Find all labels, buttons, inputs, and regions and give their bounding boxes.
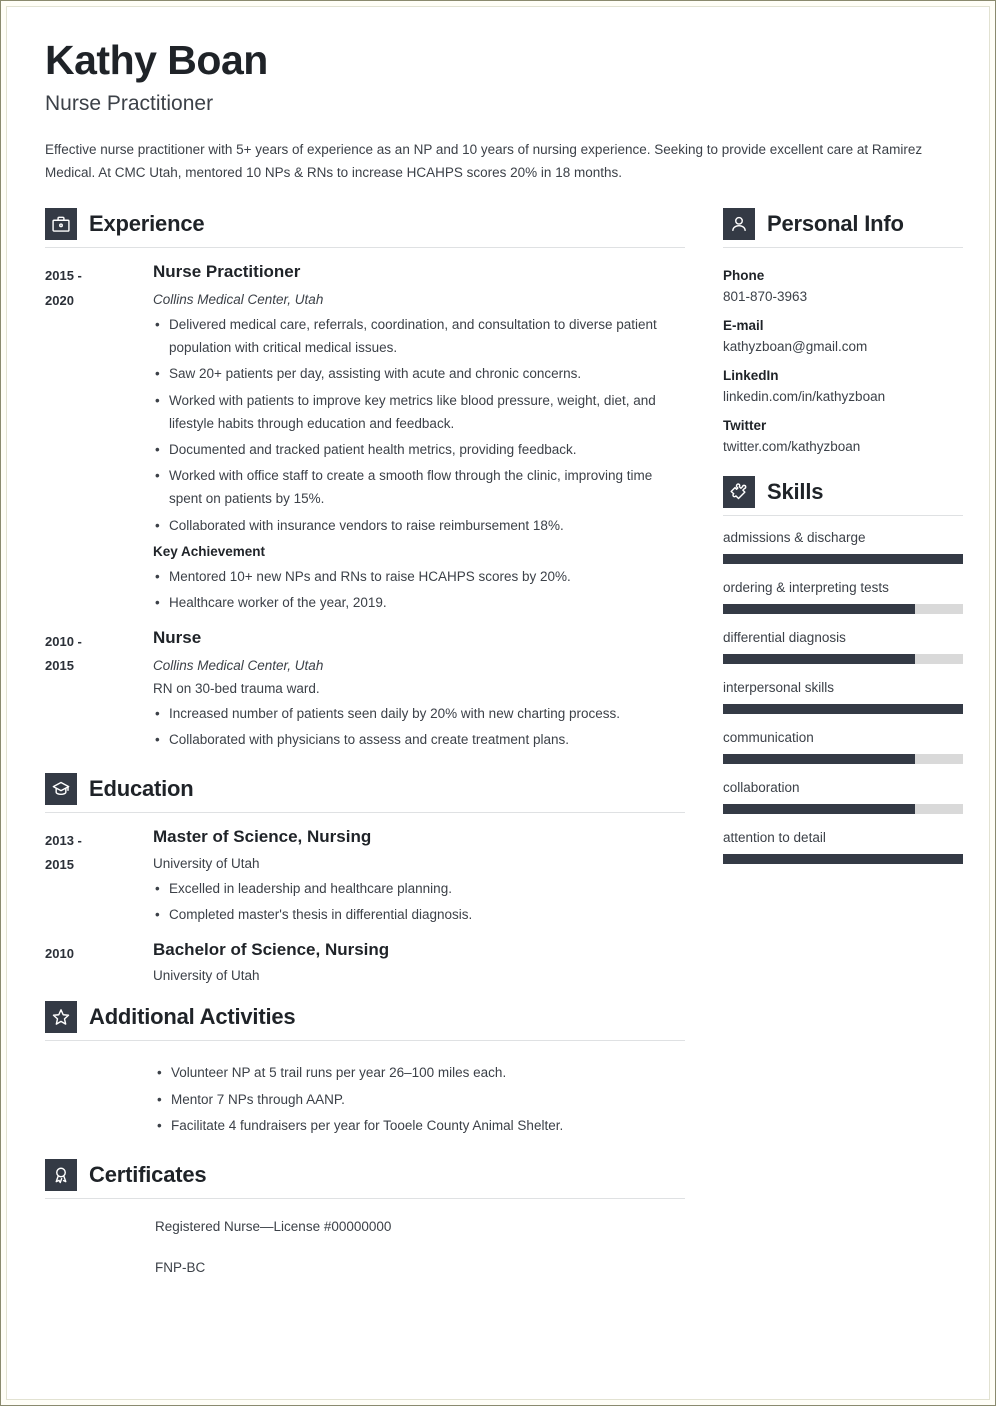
skill-bar-track xyxy=(723,804,963,814)
certificate-item: Registered Nurse—License #00000000 xyxy=(155,1218,392,1234)
field-label: Phone xyxy=(723,268,765,284)
entry-date-line1: 2013 - xyxy=(45,833,82,849)
entry-title: Master of Science, Nursing xyxy=(153,827,372,847)
section-body-additional-activities xyxy=(45,1041,685,1137)
section-education xyxy=(45,773,685,983)
section-title-experience: Experience xyxy=(89,211,205,237)
education-entry xyxy=(45,940,685,983)
skill-bar-track xyxy=(723,654,963,664)
skill-bar-track xyxy=(723,754,963,764)
personal-info-field xyxy=(723,368,963,404)
section-body-experience xyxy=(45,248,685,751)
entry-title: Nurse xyxy=(153,628,202,648)
skill-item xyxy=(723,730,963,764)
entry-date-line1: 2010 xyxy=(45,945,74,961)
skill-item xyxy=(723,680,963,714)
section-personal-info xyxy=(723,208,963,454)
entry-main xyxy=(153,262,685,614)
skill-bar-track xyxy=(723,704,963,714)
section-skills xyxy=(723,476,963,864)
bullet-item: • Healthcare worker of the year, 2019. xyxy=(153,591,685,614)
key-achievement-label: Key Achievement xyxy=(153,543,266,559)
puzzle-piece-icon xyxy=(723,476,755,508)
entry-date-line2: 2020 xyxy=(45,292,74,308)
skill-label: communication xyxy=(723,730,814,746)
field-value-email[interactable]: kathyzboan@gmail.com xyxy=(723,339,868,355)
bullet-item: • Facilitate 4 fundraisers per year for Tooele County Animal Shelter. xyxy=(155,1114,685,1137)
section-certificates xyxy=(45,1159,685,1279)
bullet-item: • Collaborated with physicians to assess and create treatment plans. xyxy=(153,728,685,751)
resume-page xyxy=(6,6,990,1400)
entry-date xyxy=(45,262,153,614)
field-label: Twitter xyxy=(723,418,767,434)
section-header-additional-activities xyxy=(45,1001,685,1041)
entry-date xyxy=(45,940,153,983)
professional-summary: Effective nurse practitioner with 5+ years of experience as an NP and 10 years of nursing experience. Seeking to provide excellent care at Ramirez Medical. At CMC Utah, mentored 10 NPs & RNs to increase HCAHPS scores 20% in 18 months. xyxy=(45,142,923,181)
section-body-personal-info xyxy=(723,248,963,454)
skill-label: admissions & discharge xyxy=(723,530,866,546)
section-body-education xyxy=(45,813,685,983)
skill-bar-fill xyxy=(723,554,963,564)
section-header-certificates xyxy=(45,1159,685,1199)
star-icon xyxy=(45,1001,77,1033)
skill-bar-fill xyxy=(723,854,963,864)
candidate-job-title: Nurse Practitioner xyxy=(45,92,214,116)
resume-header xyxy=(45,39,951,184)
skill-bar-track xyxy=(723,604,963,614)
entry-subtitle: Collins Medical Center, Utah xyxy=(153,291,324,307)
section-header-skills xyxy=(723,476,963,516)
section-title-additional-activities: Additional Activities xyxy=(89,1004,296,1030)
bullet-item: • Completed master's thesis in differential diagnosis. xyxy=(153,903,685,926)
entry-bullets xyxy=(153,877,685,926)
skill-item xyxy=(723,830,963,864)
entry-date xyxy=(45,628,153,751)
entry-bullets xyxy=(153,313,685,537)
bullet-item: • Collaborated with insurance vendors to raise reimbursement 18%. xyxy=(153,514,685,537)
certificate-item: FNP-BC xyxy=(155,1260,206,1276)
field-label: E-mail xyxy=(723,318,764,334)
entry-date-line1: 2015 - xyxy=(45,268,82,284)
skill-item xyxy=(723,530,963,564)
field-value-linkedin[interactable]: linkedin.com/in/kathyzboan xyxy=(723,389,886,405)
entry-subtitle: Collins Medical Center, Utah xyxy=(153,657,324,673)
entry-title: Nurse Practitioner xyxy=(153,262,301,282)
left-column xyxy=(45,208,685,1297)
skill-bar-fill xyxy=(723,604,915,614)
skill-item xyxy=(723,580,963,614)
field-value-phone[interactable]: 801-870-3963 xyxy=(723,289,808,305)
bullet-item: • Mentored 10+ new NPs and RNs to raise HCAHPS scores by 20%. xyxy=(153,565,685,588)
bullet-item: • Worked with patients to improve key metrics like blood pressure, weight, diet, and lifestyle habits through education and feedback. xyxy=(153,389,685,435)
entry-main xyxy=(153,940,685,983)
skill-bar-fill xyxy=(723,804,915,814)
field-value-twitter[interactable]: twitter.com/kathyzboan xyxy=(723,439,861,455)
bullet-item: • Documented and tracked patient health metrics, providing feedback. xyxy=(153,438,685,461)
entry-date-line2: 2015 xyxy=(45,658,74,674)
bullet-item: • Excelled in leadership and healthcare planning. xyxy=(153,877,685,900)
skill-label: ordering & interpreting tests xyxy=(723,580,889,596)
entry-main xyxy=(153,827,685,926)
education-entry xyxy=(45,827,685,926)
right-column xyxy=(723,208,963,880)
skill-bar-fill xyxy=(723,654,915,664)
bullet-item: • Volunteer NP at 5 trail runs per year 26–100 miles each. xyxy=(155,1061,685,1084)
entry-note: RN on 30-bed trauma ward. xyxy=(153,680,320,696)
activities-bullets xyxy=(45,1061,685,1137)
section-body-certificates xyxy=(45,1199,685,1279)
entry-date-line1: 2010 - xyxy=(45,634,82,650)
section-title-personal-info: Personal Info xyxy=(767,211,904,237)
skill-bar-fill xyxy=(723,704,963,714)
skill-bar-fill xyxy=(723,754,915,764)
personal-info-field xyxy=(723,418,963,454)
bullet-item: • Worked with office staff to create a smooth flow through the clinic, improving time spent on patients by 15%. xyxy=(153,464,685,510)
resume-body xyxy=(45,208,951,1297)
entry-bullets xyxy=(153,702,685,751)
skill-bar-track xyxy=(723,854,963,864)
bullet-item: • Saw 20+ patients per day, assisting with acute and chronic concerns. xyxy=(153,362,685,385)
section-body-skills xyxy=(723,516,963,864)
candidate-name: Kathy Boan xyxy=(45,37,268,83)
entry-note: University of Utah xyxy=(153,855,260,871)
section-additional-activities xyxy=(45,1001,685,1137)
skill-label: interpersonal skills xyxy=(723,680,835,696)
skill-item xyxy=(723,630,963,664)
section-title-skills: Skills xyxy=(767,479,824,505)
skill-item xyxy=(723,780,963,814)
skill-label: attention to detail xyxy=(723,830,826,846)
bullet-item: • Delivered medical care, referrals, coordination, and consultation to diverse patient population with critical medical issues. xyxy=(153,313,685,359)
section-experience xyxy=(45,208,685,751)
skill-bar-track xyxy=(723,554,963,564)
bullet-item: • Increased number of patients seen daily by 20% with new charting process. xyxy=(153,702,685,725)
bullet-item: • Mentor 7 NPs through AANP. xyxy=(155,1088,685,1111)
experience-entry xyxy=(45,262,685,614)
entry-title: Bachelor of Science, Nursing xyxy=(153,939,390,959)
personal-info-field xyxy=(723,268,963,304)
user-icon xyxy=(723,208,755,240)
award-ribbon-icon xyxy=(45,1159,77,1191)
section-title-certificates: Certificates xyxy=(89,1161,207,1187)
personal-info-field xyxy=(723,318,963,354)
briefcase-icon xyxy=(45,208,77,240)
entry-date xyxy=(45,827,153,926)
experience-entry xyxy=(45,628,685,751)
entry-achievements xyxy=(153,565,685,614)
field-label: LinkedIn xyxy=(723,368,779,384)
column-spacer xyxy=(723,458,963,476)
section-title-education: Education xyxy=(89,776,194,802)
entry-date-line2: 2015 xyxy=(45,857,74,873)
section-header-experience xyxy=(45,208,685,248)
skill-label: collaboration xyxy=(723,780,800,796)
skill-label: differential diagnosis xyxy=(723,630,846,646)
section-header-personal-info xyxy=(723,208,963,248)
entry-note: University of Utah xyxy=(153,968,260,984)
section-header-education xyxy=(45,773,685,813)
graduation-cap-icon xyxy=(45,773,77,805)
entry-main xyxy=(153,628,685,751)
